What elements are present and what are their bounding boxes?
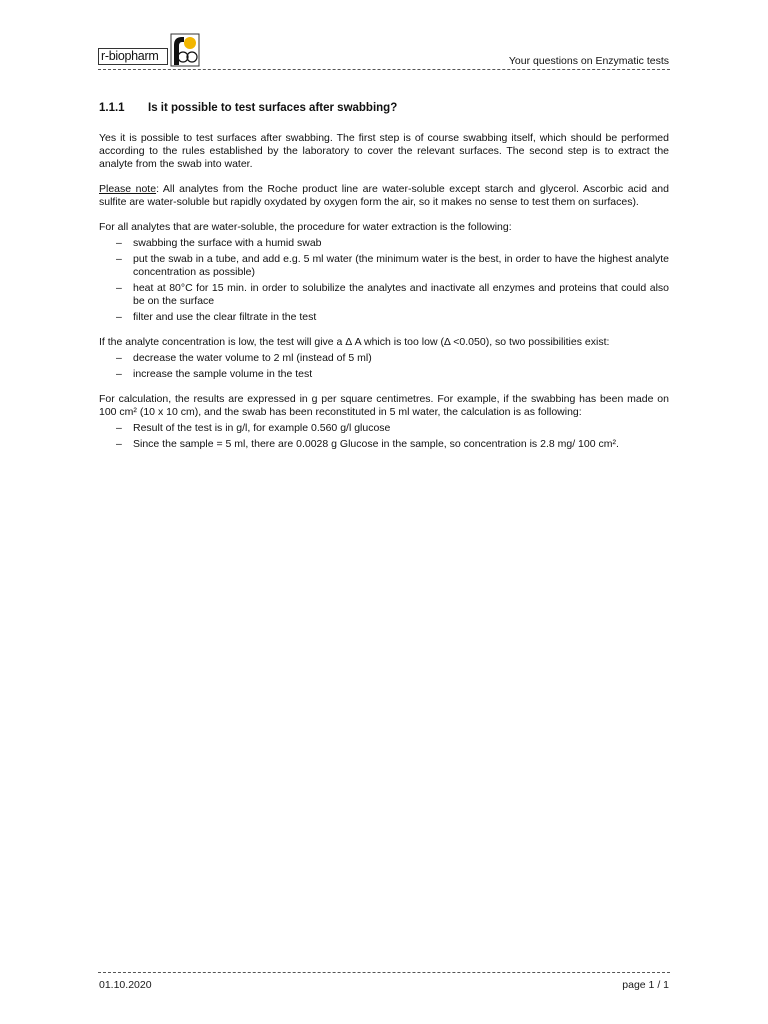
paragraph-low-concentration: If the analyte concentration is low, the test will give a Δ A which is too low (Δ <0.050), so two possibilities exist: <box>99 336 610 348</box>
document-body <box>99 102 669 463</box>
page-number: page 1 / 1 <box>622 979 669 991</box>
list-item: – filter and use the clear filtrate in the test <box>99 311 669 324</box>
list-item: – heat at 80°C for 15 min. in order to solubilize the analytes and inactivate all enzymes and proteins that could also be on the surface <box>99 282 669 308</box>
logo-wordmark: r-biopharm <box>98 48 168 65</box>
possibilities-list <box>99 352 669 381</box>
list-item: – Result of the test is in g/l, for example 0.560 g/l glucose <box>99 422 669 435</box>
list-item: – Since the sample = 5 ml, there are 0.0028 g Glucose in the sample, so concentration is 2.8 mg/ 100 cm². <box>99 438 669 451</box>
note-text: : All analytes from the Roche product line are water-soluble except starch and glycerol. Ascorbic acid and sulfite are water-soluble but rapidly oxydated by oxygen form the air, so it makes no sense to test them on surfaces). <box>99 183 669 208</box>
calculation-list <box>99 422 669 451</box>
footer-date: 01.10.2020 <box>99 979 152 991</box>
list-item: – decrease the water volume to 2 ml (instead of 5 ml) <box>99 352 669 365</box>
header-divider <box>98 69 670 70</box>
logo-mark-icon <box>170 33 200 67</box>
paragraph-intro: Yes it is possible to test surfaces after swabbing. The first step is of course swabbing itself, which should be performed according to the rules established by the laboratory to cover the relevant surfaces. The second step is to extract the analyte from the swab into water. <box>99 132 669 170</box>
note-label: Please note <box>99 183 157 195</box>
list-item: – swabbing the surface with a humid swab <box>99 237 669 250</box>
list-item: – put the swab in a tube, and add e.g. 5 ml water (the minimum water is the best, in order to have the highest analyte concentration as possible) <box>99 253 669 279</box>
paragraph-calculation: For calculation, the results are expressed in g per square centimetres. For example, if the swabbing has been made on 100 cm² (10 x 10 cm), and the swab has been reconstituted in 5 ml water, the calculation is as following: <box>99 393 669 418</box>
section-number: 1.1.1 <box>99 102 125 114</box>
company-logo <box>98 33 202 67</box>
extraction-list <box>99 237 669 324</box>
section-title: Is it possible to test surfaces after swabbing? <box>148 102 398 114</box>
header-title: Your questions on Enzymatic tests <box>508 55 669 67</box>
paragraph-note <box>99 183 669 209</box>
list-item: – increase the sample volume in the test <box>99 368 669 381</box>
section-heading <box>99 102 669 115</box>
footer-divider <box>98 972 670 973</box>
paragraph-extraction: For all analytes that are water-soluble, the procedure for water extraction is the following: <box>99 221 512 233</box>
